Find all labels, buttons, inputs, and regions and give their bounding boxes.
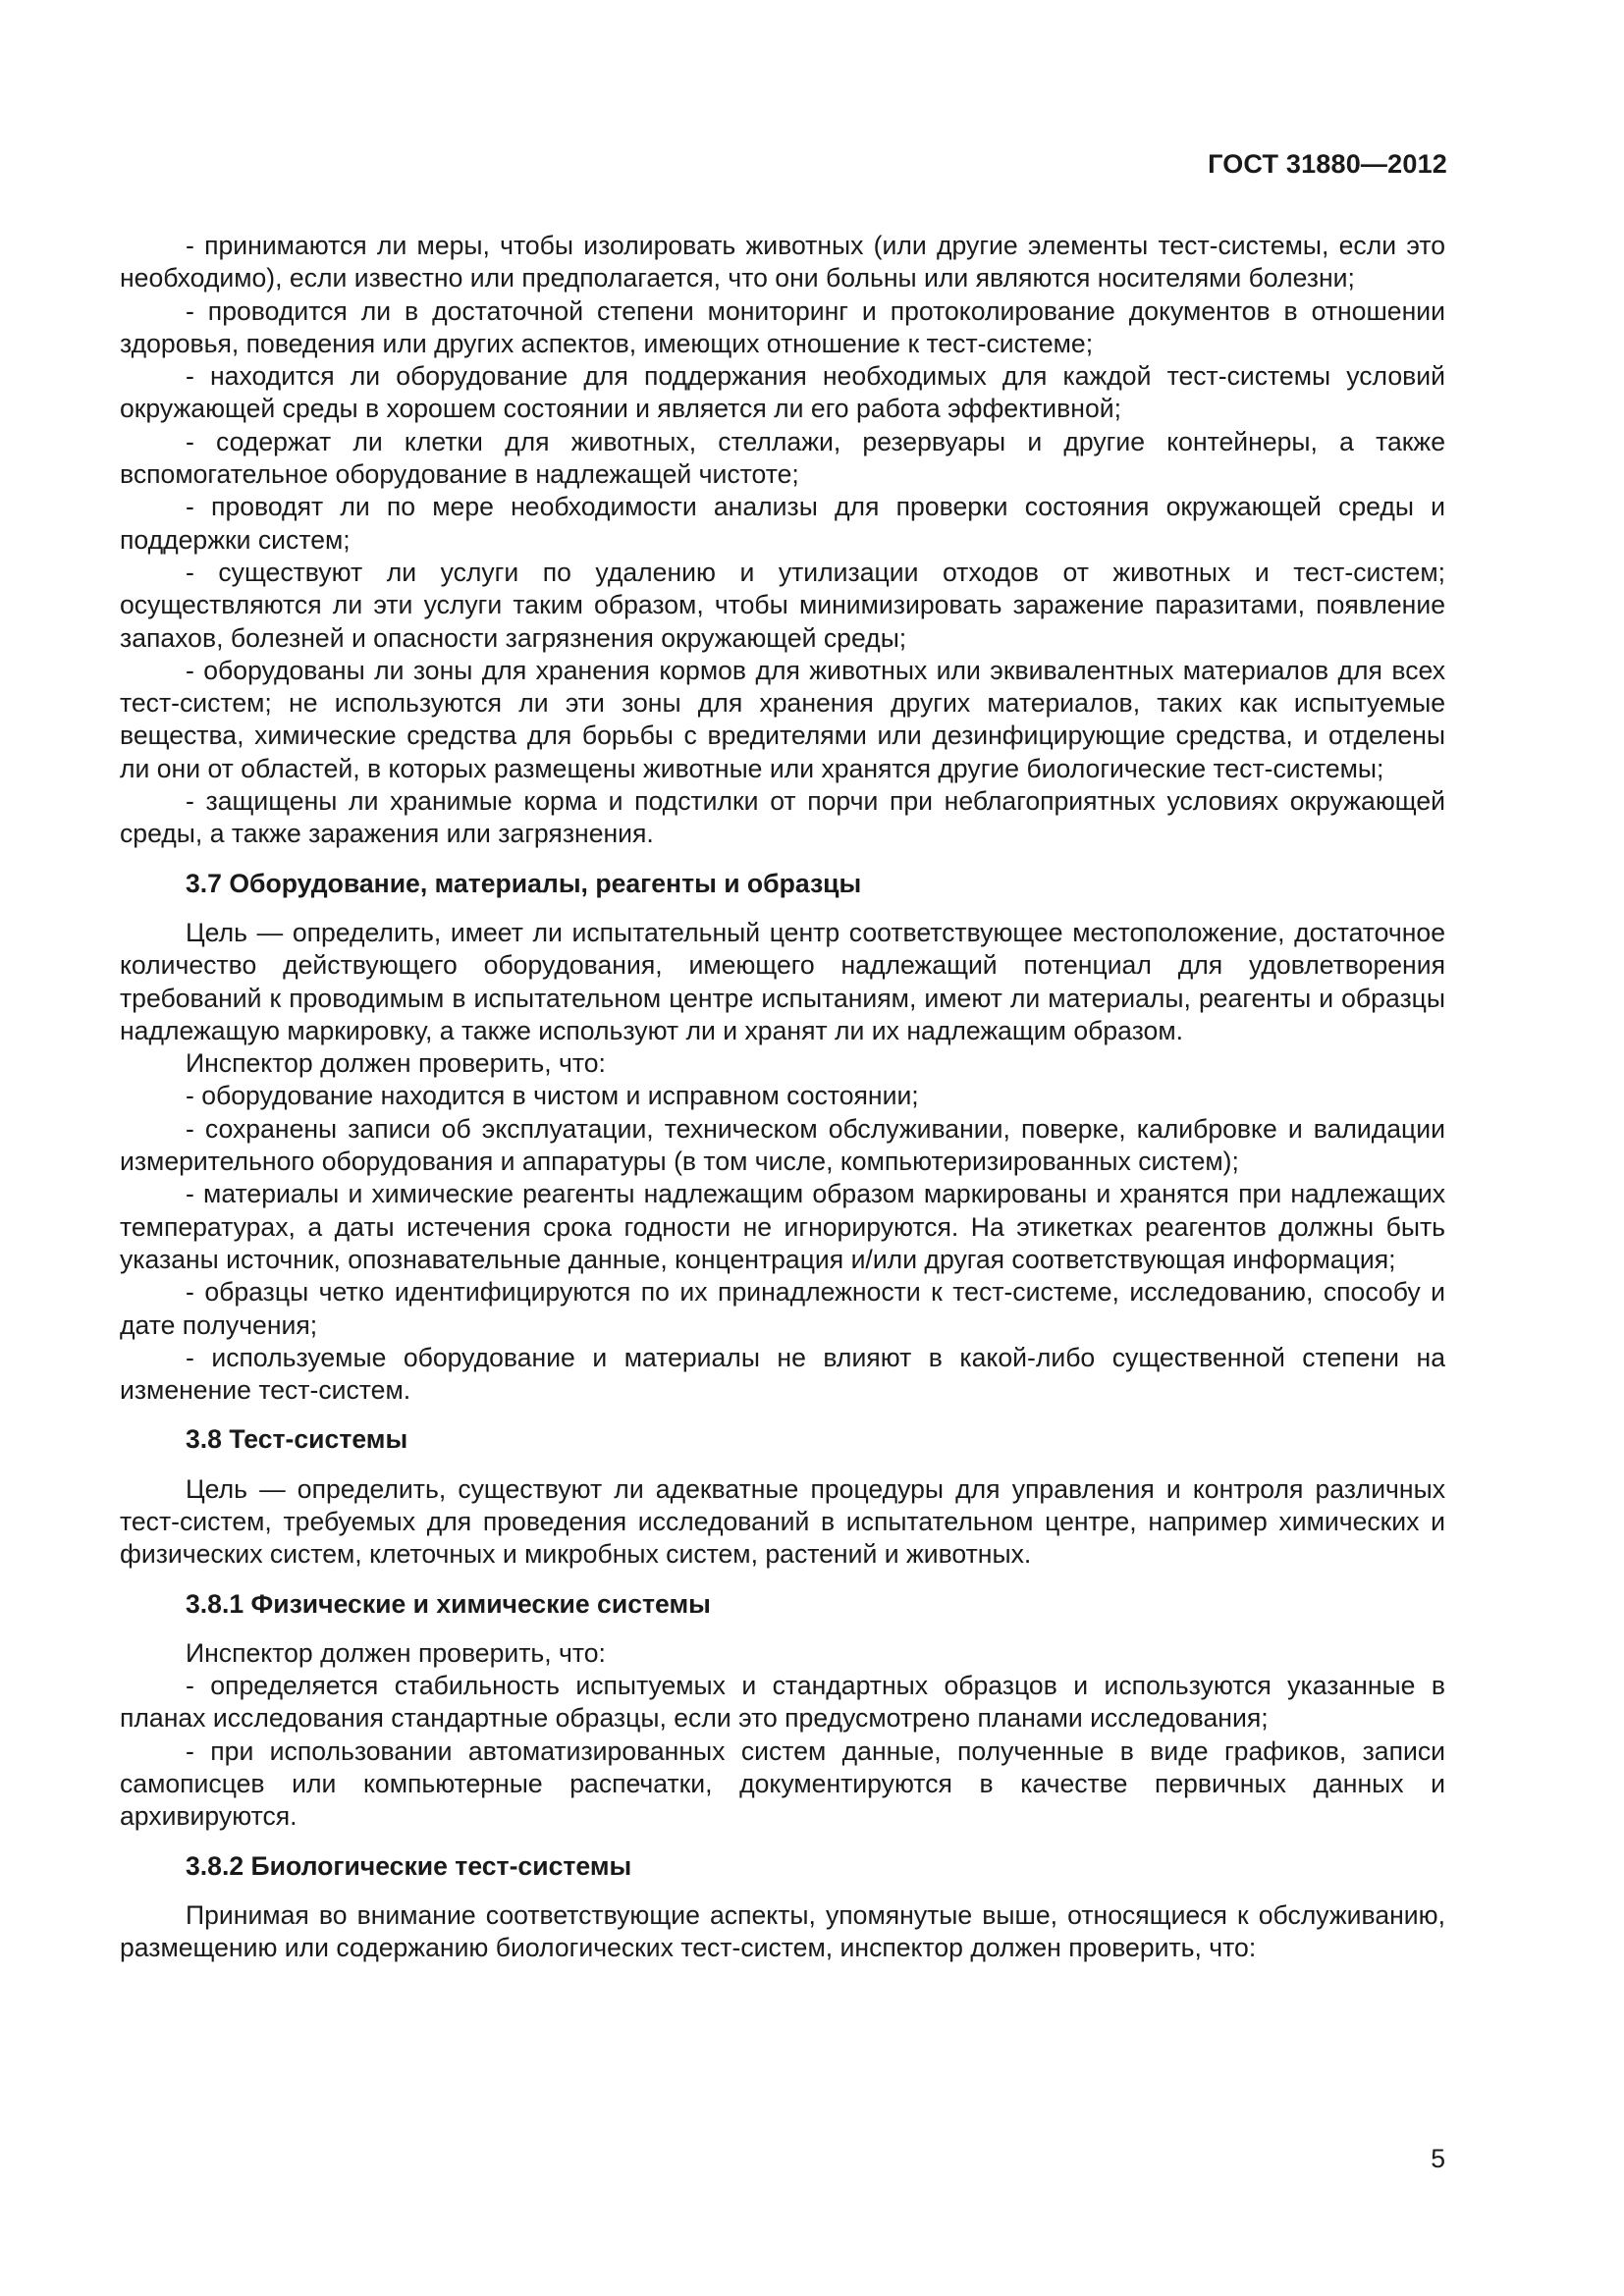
section-heading-3-8-1: 3.8.1 Физические и химические системы <box>186 1588 711 1619</box>
section-heading-3-7: 3.7 Оборудование, материалы, реагенты и образцы <box>186 868 862 898</box>
paragraph: - защищены ли хранимые корма и подстилки от порчи при неблагоприятных условиях окружающей среды, а также заражения или загрязнения. <box>120 786 1445 849</box>
paragraph: - содержат ли клетки для животных, стеллажи, резервуары и другие контейнеры, а также вспомогательное оборудование в надлежащей чистоте; <box>120 426 1445 490</box>
paragraph: Инспектор должен проверить, что: <box>186 1048 606 1079</box>
paragraph: - принимаются ли меры, чтобы изолировать животных (или другие элементы тест-системы, если это необходимо), если известно или предполагается, что они больны или являются носителями болезни; <box>120 231 1445 294</box>
paragraph: - находится ли оборудование для поддержания необходимых для каждой тест-системы условий окружающей среды в хорошем состоянии и является ли его работа эффективной; <box>120 361 1445 424</box>
paragraph: - образцы четко идентифицируются по их принадлежности к тест-системе, исследованию, способу и дате получения; <box>120 1277 1445 1340</box>
document-header: ГОСТ 31880—2012 <box>1208 149 1447 179</box>
paragraph: Принимая во внимание соответствующие аспекты, упомянутые выше, относящиеся к обслуживанию, размещению или содержанию биологических тест-систем, инспектор должен проверить, что: <box>120 1899 1445 1963</box>
paragraph: Инспектор должен проверить, что: <box>186 1637 606 1668</box>
document-body <box>120 230 1445 1965</box>
paragraph: Цель — определить, существуют ли адекватные процедуры для управления и контроля различных тест-систем, требуемых для проведения исследований в испытательном центре, например химических и физических систем, клеточных и микробных систем, растений и животных. <box>120 1473 1445 1570</box>
paragraph: - используемые оборудование и материалы не влияют в какой-либо существенной степени на изменение тест-систем. <box>120 1342 1445 1406</box>
paragraph: - существуют ли услуги по удалению и утилизации отходов от животных и тест-систем; осуществляются ли эти услуги таким образом, чтобы минимизировать заражение паразитами, появление запахов, болезней и опасности загрязнения окружающей среды; <box>120 557 1445 653</box>
paragraph: - определяется стабильность испытуемых и стандартных образцов и используются указанные в планах исследования стандартные образцы, если это предусмотрено планами исследования; <box>120 1671 1445 1734</box>
paragraph: - проводят ли по мере необходимости анализы для проверки состояния окружающей среды и поддержки систем; <box>120 492 1445 555</box>
section-heading-3-8: 3.8 Тест-системы <box>186 1424 408 1455</box>
page-number: 5 <box>1431 2144 1445 2173</box>
paragraph: Цель — определить, имеет ли испытательный центр соответствующее местоположение, достаточное количество действующего оборудования, имеющего надлежащий потенциал для удовлетворения требований к проводимым в испытательном центре испытаниям, имеют ли материалы, реагенты и образцы надлежащую маркировку, а также используют ли и хранят ли их надлежащим образом. <box>120 917 1445 1045</box>
paragraph: - сохранены записи об эксплуатации, техническом обслуживании, поверке, калибровке и валидации измерительного оборудования и аппаратуры (в том числе, компьютеризированных систем); <box>120 1113 1445 1177</box>
paragraph: - при использовании автоматизированных систем данные, полученные в виде графиков, записи самописцев или компьютерные распечатки, документируются в качестве первичных данных и архивируются. <box>120 1735 1445 1832</box>
paragraph: - оборудование находится в чистом и исправном состоянии; <box>186 1081 919 1111</box>
paragraph: - оборудованы ли зоны для хранения кормов для животных или эквивалентных материалов для всех тест-систем; не используются ли эти зоны для хранения других материалов, таких как испытуемые вещества, химические средства для борьбы с вредителями или дезинфицирующие средства, и отделены ли они от областей, в которых размещены животные или хранятся другие биологические тест-системы; <box>120 655 1445 783</box>
section-heading-3-8-2: 3.8.2 Биологические тест-системы <box>186 1850 632 1881</box>
paragraph: - материалы и химические реагенты надлежащим образом маркированы и хранятся при надлежащих температурах, а даты истечения срока годности не игнорируются. На этикетках реагентов должны быть указаны источник, опознавательные данные, концентрация и/или другая соответствующая информация; <box>120 1179 1445 1274</box>
paragraph: - проводится ли в достаточной степени мониторинг и протоколирование документов в отношении здоровья, поведения или других аспектов, имеющих отношение к тест-системе; <box>120 295 1445 358</box>
